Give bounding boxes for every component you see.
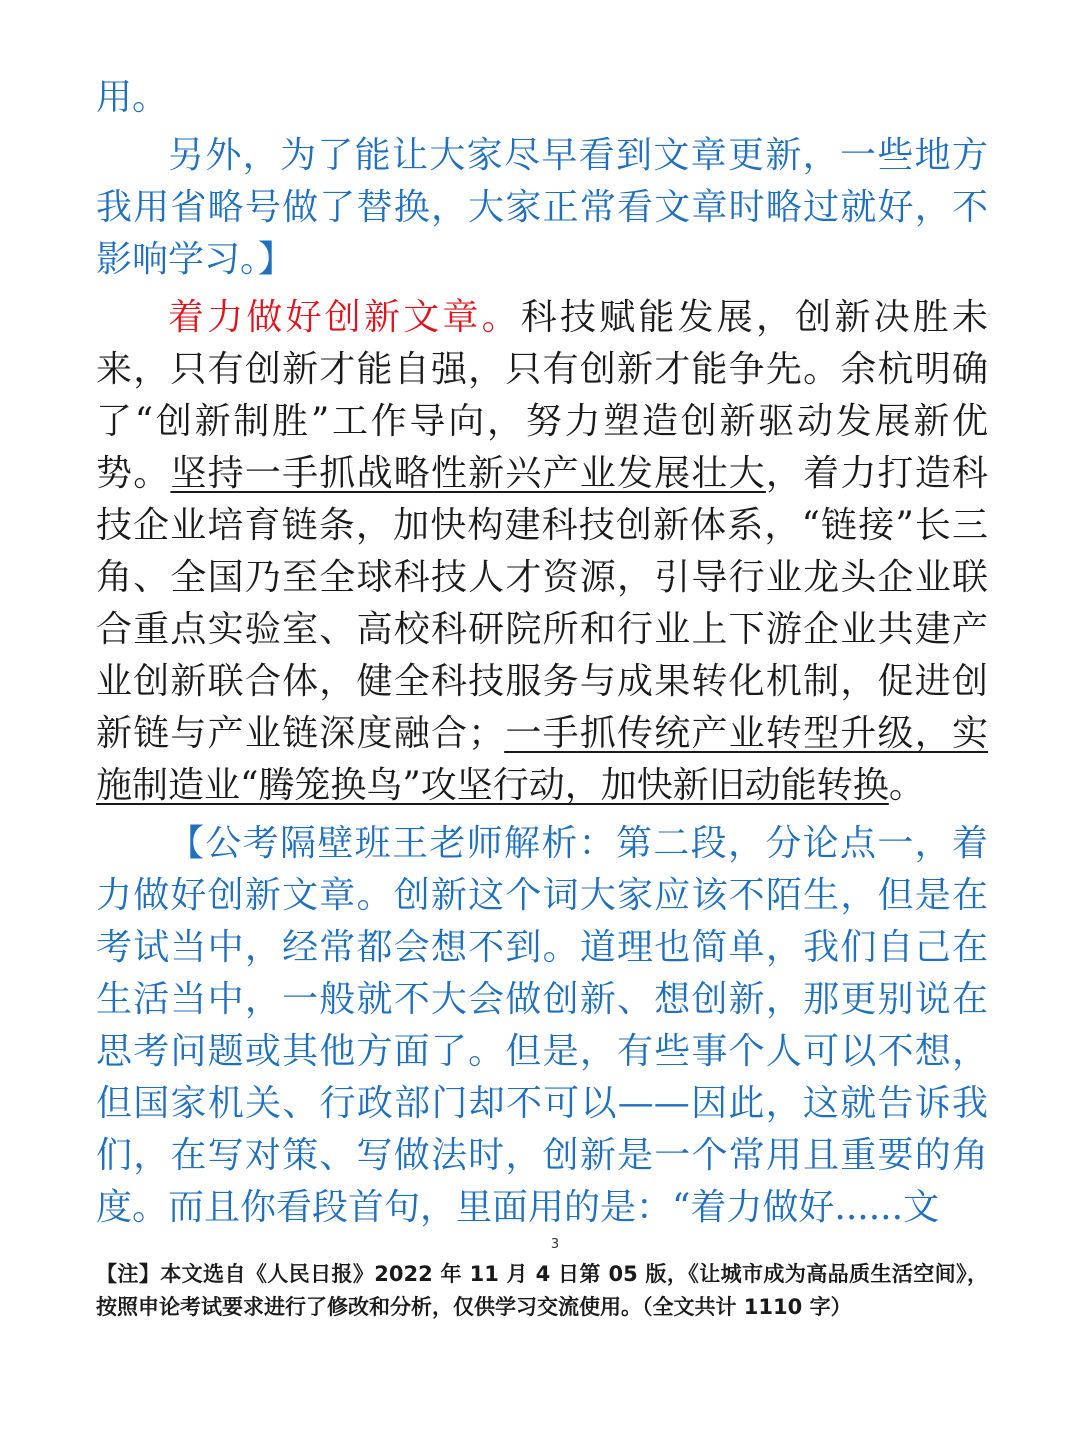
section-heading: 着力做好创新文章。: [168, 297, 521, 338]
underlined-phrase-1: 坚持一手抓战略性新兴产业发展壮大: [170, 453, 766, 494]
paragraph-innovation: [96, 292, 988, 812]
paragraph-middle: ，着力打造科技企业培育链条，加快构建科技创新体系，“链接”长三角、全国乃至全球科技人才资源，引导行业龙头企业联合重点实验室、高校科研院所和行业上下游企业共建产业创新联合体，健全科技服务与成果转化机制，促进创新链与产业链深度融合；: [96, 453, 988, 754]
underlined-phrase-2: 一手抓传统产业转型升级，实施制造业“腾笼换鸟”攻坚行动，加快新旧动能转换: [96, 713, 988, 806]
page-number: 3: [550, 1237, 560, 1252]
paragraph-analysis: 【公考隔壁班王老师解析：第二段，分论点一，着力做好创新文章。创新这个词大家应该不陌生，但是在考试当中，经常都会想不到。道理也简单，我们自己在生活当中，一般就不大会做创新、想创新，那更别说在思考问题或其他方面了。但是，有些事个人可以不想，但国家机关、行政部门却不可以——因此，这就告诉我们，在写对策、写做法时，创新是一个常用且重要的角度。而且你看段首句，里面用的是：“着力做好......文: [96, 823, 988, 1228]
paragraph-intro: 科技赋能发展，创新决胜未来，只有创新才能自强，只有创新才能争先。余杭明确了“创新制胜”工作导向，努力塑造创新驱动发展新优势。: [96, 297, 988, 494]
paragraph-end: 。: [888, 765, 925, 806]
paragraph-continuation: 用。: [96, 77, 169, 118]
article-body: [96, 72, 988, 1234]
paragraph-editor-note: 另外，为了能让大家尽早看到文章更新，一些地方我用省略号做了替换，大家正常看文章时略过就好，不影响学习。】: [96, 135, 988, 280]
footnote: 【注】本文选自《人民日报》2022 年 11 月 4 日第 05 版，《让城市成为高品质生活空间》，按照申论考试要求进行了修改和分析，仅供学习交流使用。（全文共计 1110 字）: [96, 1262, 988, 1319]
